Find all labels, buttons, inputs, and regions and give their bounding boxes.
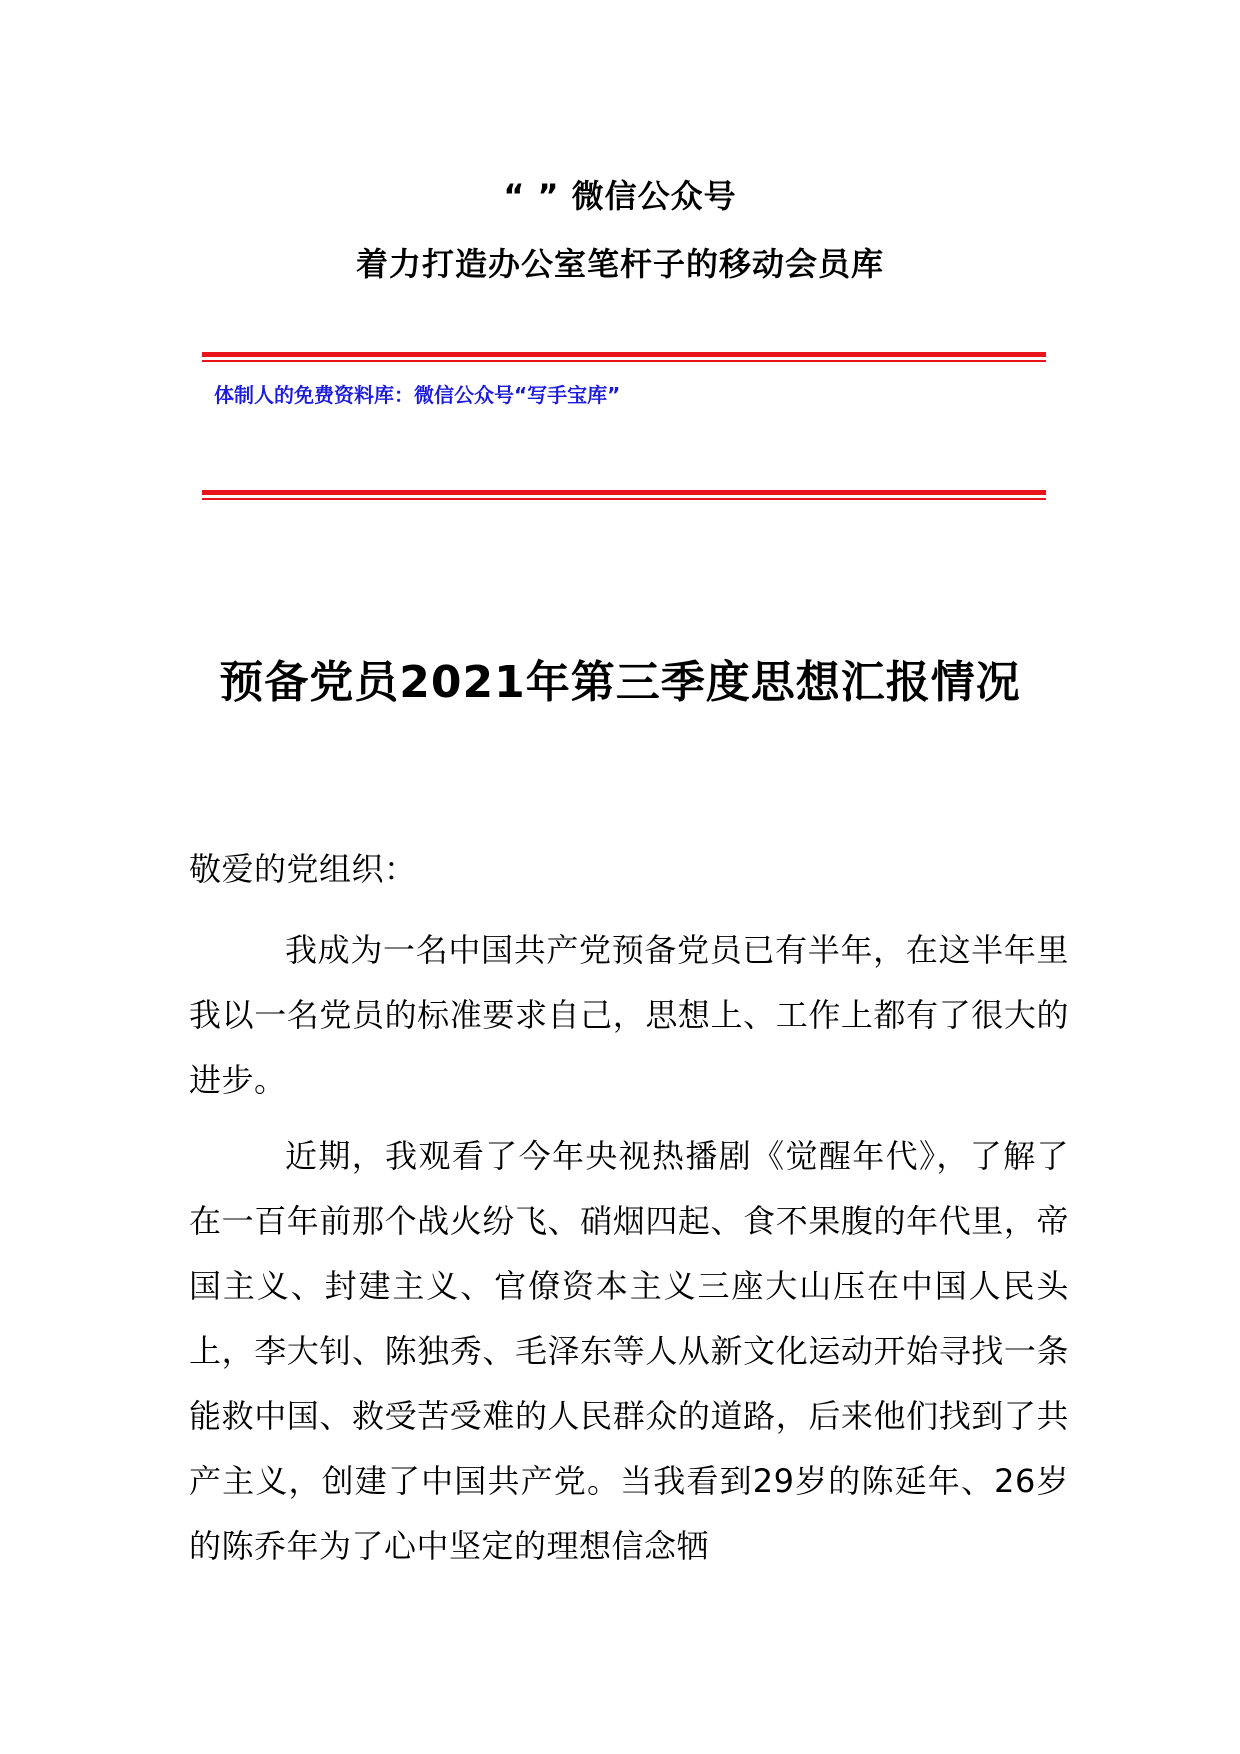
body-paragraph: 我成为一名中国共产党预备党员已有半年，在这半年里我以一名党员的标准要求自己，思想上、工作上都有了很大的进步。: [189, 931, 1069, 1099]
salutation: 敬爱的党组织：: [189, 850, 417, 888]
bottom-red-divider: [202, 490, 1046, 500]
header-wechat-line: “ ” 微信公众号: [503, 177, 737, 215]
body-paragraph: 近期，我观看了今年央视热播剧《觉醒年代》，了解了在一百年前那个战火纷飞、硝烟四起、食不果腹的年代里，帝国主义、封建主义、官僚资本主义三座大山压在中国人民头上，李大钊、陈独秀、毛泽东等人从新文化运动开始寻找一条能救中国、救受苦受难的人民群众的道路，后来他们找到了共产主义，创建了中国共产党。当我看到29岁的陈延年、26岁的陈乔年为了心中坚定的理想信念牺: [189, 1137, 1069, 1565]
banner-text: 体制人的免费资料库：微信公众号“写手宝库”: [214, 383, 621, 407]
header-slogan-line: 着力打造办公室笔杆子的移动会员库: [355, 245, 884, 283]
top-red-divider-thin: [202, 360, 1046, 362]
document-title: 预备党员2021年第三季度思想汇报情况: [219, 657, 1021, 708]
top-red-divider-thick: [202, 352, 1046, 357]
top-red-divider: [202, 352, 1046, 362]
bottom-red-divider-thick: [202, 490, 1046, 495]
bottom-red-divider-thin: [202, 498, 1046, 500]
